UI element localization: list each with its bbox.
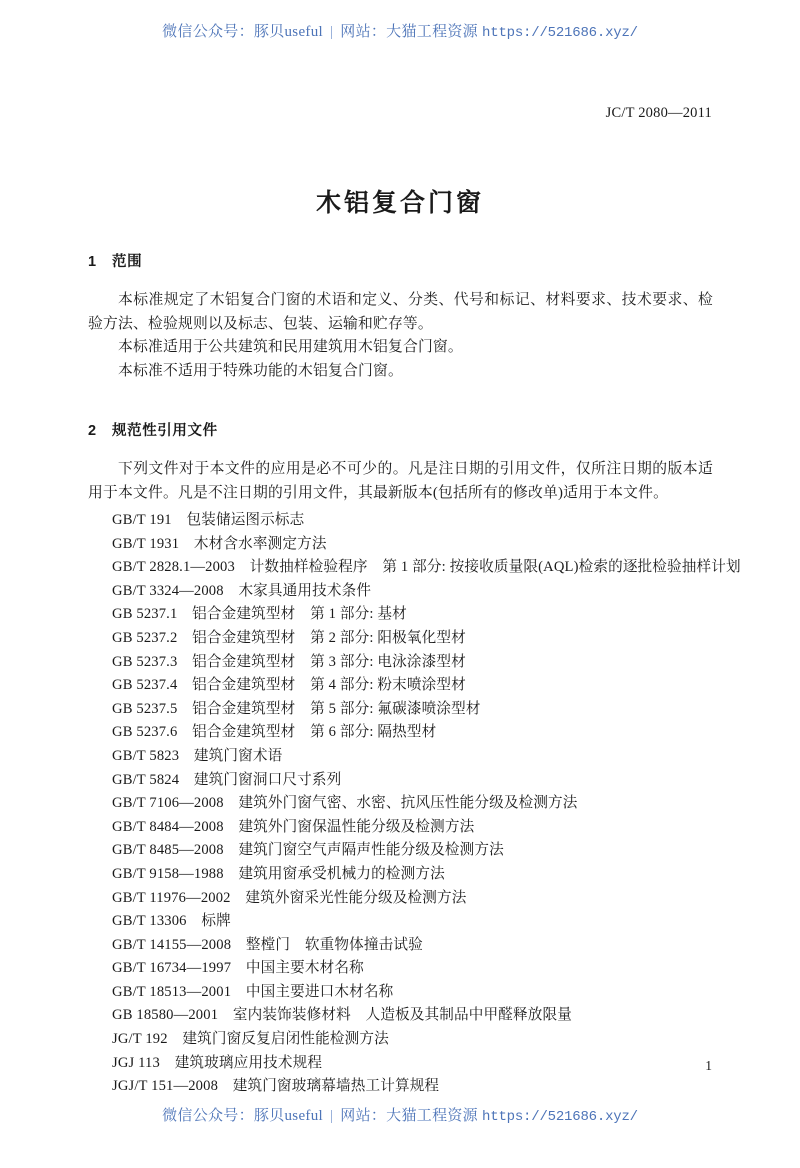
reference-item <box>88 721 713 745</box>
reference-text: GB/T 3324—2008 木家具通用技术条件 <box>112 582 372 599</box>
reference-item <box>88 698 713 722</box>
reference-item <box>88 792 713 816</box>
watermark-separator: | <box>329 1108 334 1124</box>
reference-item <box>88 934 713 958</box>
reference-item <box>88 651 713 675</box>
section-1-paragraph-2: 本标准适用于公共建筑和民用建筑用木铝复合门窗。 <box>118 339 463 355</box>
normative-reference-list <box>88 509 741 1099</box>
reference-text: GB/T 11976—2002 建筑外窗采光性能分级及检测方法 <box>112 889 467 906</box>
watermark-url: https://521686.xyz/ <box>482 1109 638 1125</box>
reference-text: GB/T 14155—2008 整樘门 软重物体撞击试验 <box>112 936 423 953</box>
section-2-paragraphs <box>88 458 713 505</box>
reference-text: GB/T 8484—2008 建筑外门窗保温性能分级及检测方法 <box>112 818 475 835</box>
document-body <box>88 250 741 1099</box>
reference-item <box>88 1004 713 1028</box>
watermark-wechat-label: 微信公众号：豚贝useful <box>162 1108 323 1124</box>
section-normative-references <box>88 419 741 1099</box>
reference-item <box>88 1075 713 1099</box>
watermark-top <box>0 20 800 41</box>
reference-item <box>88 556 741 580</box>
watermark-site-label: 网站：大猫工程资源 <box>340 24 478 40</box>
reference-text: JGJ/T 151—2008 建筑门窗玻璃幕墙热工计算规程 <box>112 1078 440 1095</box>
section-1-paragraph-3: 本标准不适用于特殊功能的木铝复合门窗。 <box>118 362 403 379</box>
watermark-separator: | <box>329 24 334 40</box>
watermark-bottom <box>0 1104 800 1125</box>
reference-text: GB/T 1931 木材含水率测定方法 <box>112 535 327 552</box>
section-1-paragraph-1: 本标准规定了木铝复合门窗的术语和定义、分类、代号和标记、材料要求、技术要求、检验方法、检验规则以及标志、包装、运输和贮存等。 <box>88 292 713 332</box>
reference-item <box>88 533 713 557</box>
section-2-heading <box>88 419 713 440</box>
section-1-paragraphs <box>88 289 713 383</box>
reference-item <box>88 580 713 604</box>
reference-text: GB/T 13306 标牌 <box>112 913 231 930</box>
reference-item <box>88 769 713 793</box>
reference-item <box>88 887 713 911</box>
reference-text: GB 18580—2001 室内装饰装修材料 人造板及其制品中甲醛释放限量 <box>112 1007 572 1024</box>
section-1-heading <box>88 250 713 271</box>
reference-item <box>88 816 713 840</box>
section-1-number: 1 <box>88 254 97 270</box>
reference-text: GB/T 2828.1—2003 计数抽样检验程序 第 1 部分: 按接收质量限(AQL)检索的逐批检验抽样计划 <box>112 559 741 576</box>
section-2-paragraph-1: 下列文件对于本文件的应用是必不可少的。凡是注日期的引用文件，仅所注日期的版本适用于本文件。凡是不注日期的引用文件，其最新版本(包括所有的修改单)适用于本文件。 <box>88 461 713 501</box>
reference-item <box>88 1052 713 1076</box>
reference-text: GB 5237.4 铝合金建筑型材 第 4 部分: 粉末喷涂型材 <box>112 677 466 694</box>
watermark-url: https://521686.xyz/ <box>482 25 638 41</box>
section-2-number: 2 <box>88 423 97 439</box>
reference-item <box>88 839 713 863</box>
reference-item <box>88 509 713 533</box>
section-1-title: 范围 <box>112 254 143 270</box>
reference-text: GB/T 16734—1997 中国主要木材名称 <box>112 960 364 977</box>
page-number: 1 <box>705 1058 712 1073</box>
reference-text: GB/T 7106—2008 建筑外门窗气密、水密、抗风压性能分级及检测方法 <box>112 795 578 812</box>
reference-item <box>88 674 713 698</box>
reference-text: GB/T 5824 建筑门窗洞口尺寸系列 <box>112 771 342 788</box>
reference-item <box>88 910 713 934</box>
reference-text: GB/T 18513—2001 中国主要进口木材名称 <box>112 983 394 1000</box>
reference-item <box>88 603 713 627</box>
reference-item <box>88 981 713 1005</box>
reference-text: GB/T 8485—2008 建筑门窗空气声隔声性能分级及检测方法 <box>112 842 504 859</box>
reference-text: JGJ 113 建筑玻璃应用技术规程 <box>112 1054 323 1071</box>
reference-text: GB 5237.1 铝合金建筑型材 第 1 部分: 基材 <box>112 606 407 623</box>
reference-text: GB/T 9158—1988 建筑用窗承受机械力的检测方法 <box>112 865 445 882</box>
section-2-title: 规范性引用文件 <box>112 423 218 439</box>
reference-item <box>88 627 713 651</box>
watermark-wechat-label: 微信公众号：豚贝useful <box>162 24 323 40</box>
section-scope <box>88 250 713 383</box>
reference-item <box>88 1028 713 1052</box>
reference-item <box>88 745 713 769</box>
standard-number: JC/T 2080—2011 <box>605 105 712 121</box>
reference-text: GB 5237.6 铝合金建筑型材 第 6 部分: 隔热型材 <box>112 724 437 741</box>
page-title: 木铝复合门窗 <box>315 188 484 217</box>
reference-text: GB/T 191 包装储运图示标志 <box>112 512 305 528</box>
reference-item <box>88 863 713 887</box>
reference-text: GB 5237.5 铝合金建筑型材 第 5 部分: 氟碳漆喷涂型材 <box>112 700 481 717</box>
reference-text: GB 5237.3 铝合金建筑型材 第 3 部分: 电泳涂漆型材 <box>112 653 466 670</box>
reference-text: GB 5237.2 铝合金建筑型材 第 2 部分: 阳极氧化型材 <box>112 629 466 646</box>
reference-text: GB/T 5823 建筑门窗术语 <box>112 747 283 764</box>
reference-item <box>88 957 713 981</box>
reference-text: JG/T 192 建筑门窗反复启闭性能检测方法 <box>112 1031 389 1048</box>
watermark-site-label: 网站：大猫工程资源 <box>340 1108 478 1124</box>
